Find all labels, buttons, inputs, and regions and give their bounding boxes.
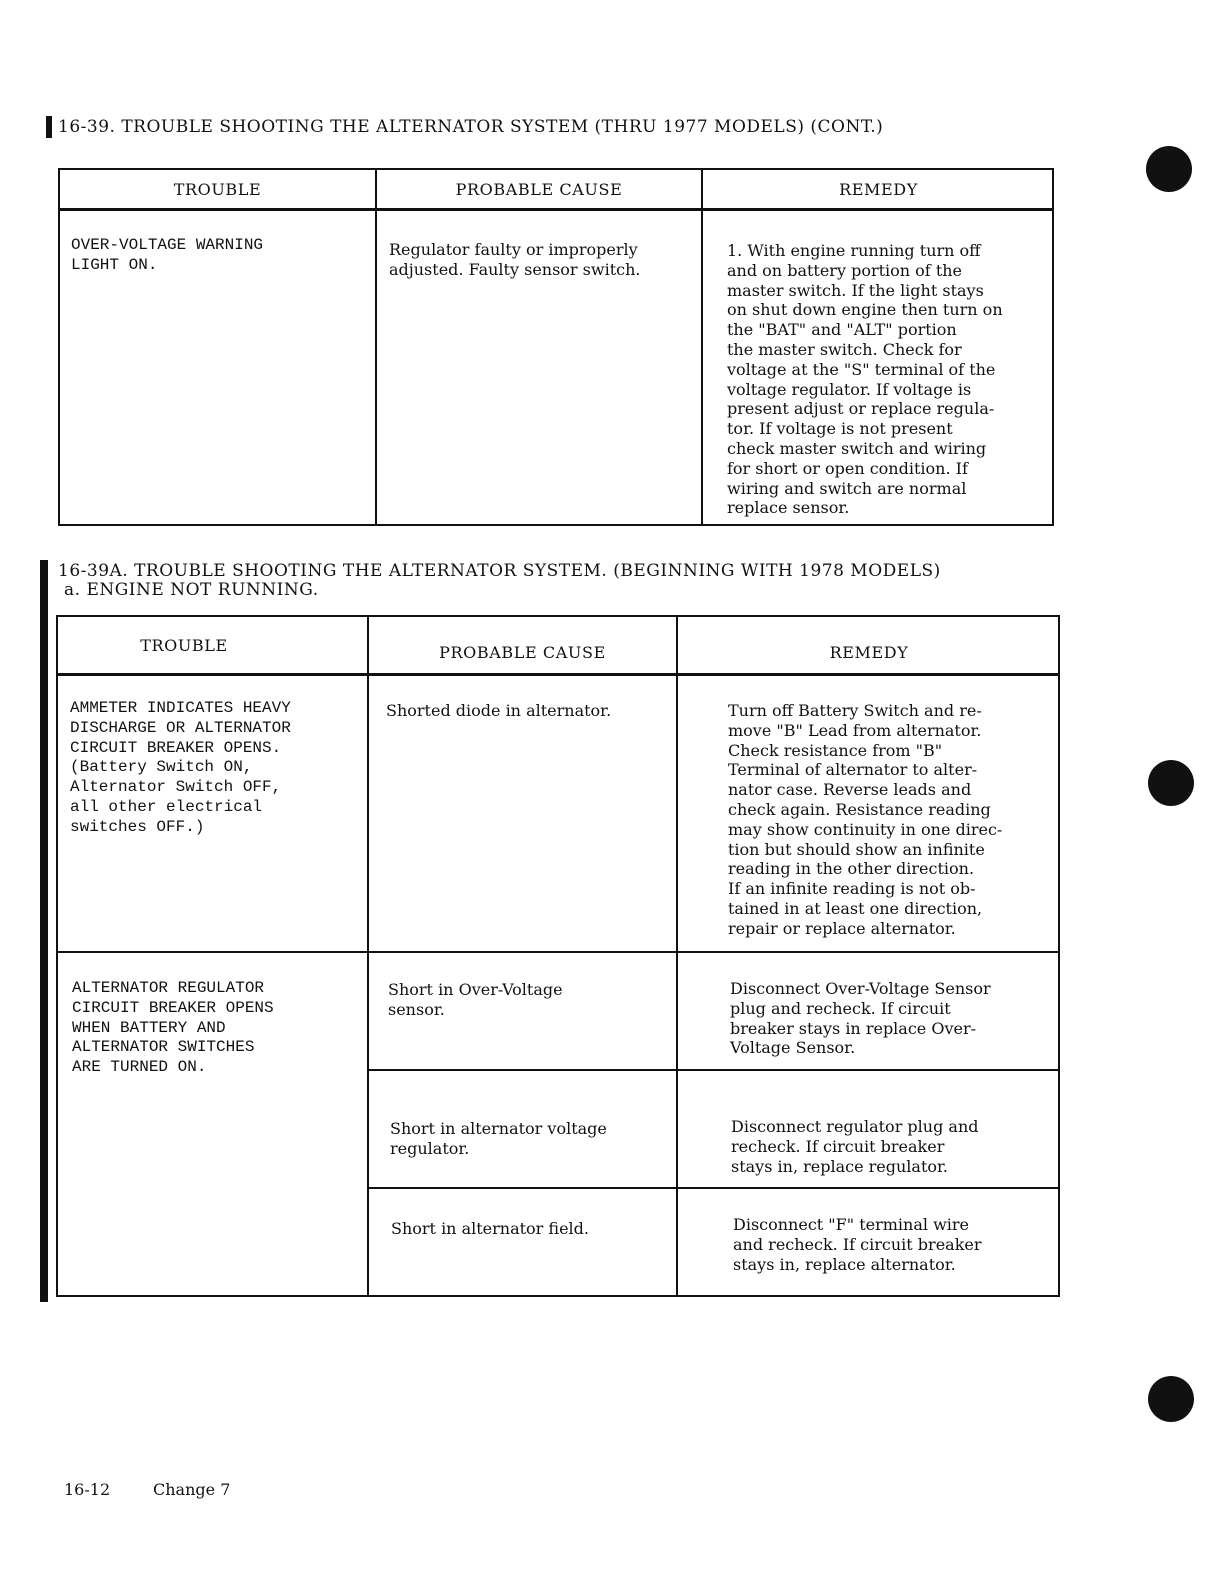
remedy-cell: Disconnect Over-Voltage Sensor plug and recheck. If circuit breaker stays in replace Over- Voltage Sensor. <box>730 979 991 1058</box>
column-header-trouble: TROUBLE <box>173 179 262 199</box>
remedy-cell: Disconnect "F" terminal wire and recheck. If circuit breaker stays in, replace alternator. <box>733 1215 982 1274</box>
trouble-table-thru-1977 <box>58 168 1054 526</box>
probable-cause-cell: Regulator faulty or improperly adjusted. Faulty sensor switch. <box>389 240 641 279</box>
sub-row-divider <box>369 1187 1058 1189</box>
remedy-cell: 1. With engine running turn off and on battery portion of the master switch. If the light stays on shut down engine then turn on the "BAT" and "ALT" portion the master switch. Check for voltage at the "S" terminal of the voltage regulator. If voltage is present adjust or replace regula- tor. If voltage is not present check master switch and wiring for short or open condition. If wiring and switch are normal replace sensor. <box>727 241 1003 518</box>
probable-cause-cell: Short in alternator voltage regulator. <box>390 1119 607 1158</box>
trouble-cell: AMMETER INDICATES HEAVY DISCHARGE OR ALTERNATOR CIRCUIT BREAKER OPENS. (Battery Switch ON, Alternator Switch OFF, all other electrical switches OFF.) <box>70 699 291 836</box>
probable-cause-cell: Shorted diode in alternator. <box>386 701 612 720</box>
trouble-table-1978-on <box>56 615 1060 1297</box>
sub-row-divider <box>369 1069 1058 1071</box>
probable-cause-cell: Short in Over-Voltage sensor. <box>388 980 563 1019</box>
revision-bar-section2 <box>40 560 48 1302</box>
column-header-remedy: REMEDY <box>839 179 918 199</box>
page-number: 16-12 <box>64 1480 111 1499</box>
remedy-cell: Turn off Battery Switch and re- move "B" Lead from alternator. Check resistance from "B" Terminal of alternator to alter- nator case. Reverse leads and check again. Resistance reading may show continuity in one direc- tion but should show an infinite reading in the other direction. If an infinite reading is not ob- tained in at least one direction, repair or replace alternator. <box>728 701 1003 938</box>
header-divider <box>60 208 1052 211</box>
binder-hole-middle <box>1148 760 1194 806</box>
section-heading-16-39: 16-39. TROUBLE SHOOTING THE ALTERNATOR SYSTEM (THRU 1977 MODELS) (CONT.) <box>58 117 884 137</box>
column-header-probable-cause: PROBABLE CAUSE <box>455 179 623 199</box>
binder-hole-bottom <box>1148 1376 1194 1422</box>
section-heading-16-39a: 16-39A. TROUBLE SHOOTING THE ALTERNATOR SYSTEM. (BEGINNING WITH 1978 MODELS) <box>58 561 941 581</box>
binder-hole-top <box>1146 146 1192 192</box>
trouble-cell: OVER-VOLTAGE WARNING LIGHT ON. <box>71 236 264 274</box>
row-divider <box>58 951 1058 953</box>
column-divider <box>701 170 703 524</box>
column-header-trouble: TROUBLE <box>140 635 228 655</box>
remedy-cell: Disconnect regulator plug and recheck. If circuit breaker stays in, replace regulator. <box>731 1117 979 1176</box>
column-divider <box>367 617 369 1295</box>
column-divider <box>375 170 377 524</box>
column-header-probable-cause: PROBABLE CAUSE <box>439 642 606 662</box>
column-divider <box>676 617 678 1295</box>
change-number: Change 7 <box>153 1480 231 1499</box>
column-header-remedy: REMEDY <box>829 642 909 662</box>
trouble-cell: ALTERNATOR REGULATOR CIRCUIT BREAKER OPENS WHEN BATTERY AND ALTERNATOR SWITCHES ARE TURNED ON. <box>72 979 274 1077</box>
probable-cause-cell: Short in alternator field. <box>391 1219 589 1238</box>
revision-bar-top <box>46 116 52 138</box>
subheading-engine-not-running: a. ENGINE NOT RUNNING. <box>64 580 319 600</box>
